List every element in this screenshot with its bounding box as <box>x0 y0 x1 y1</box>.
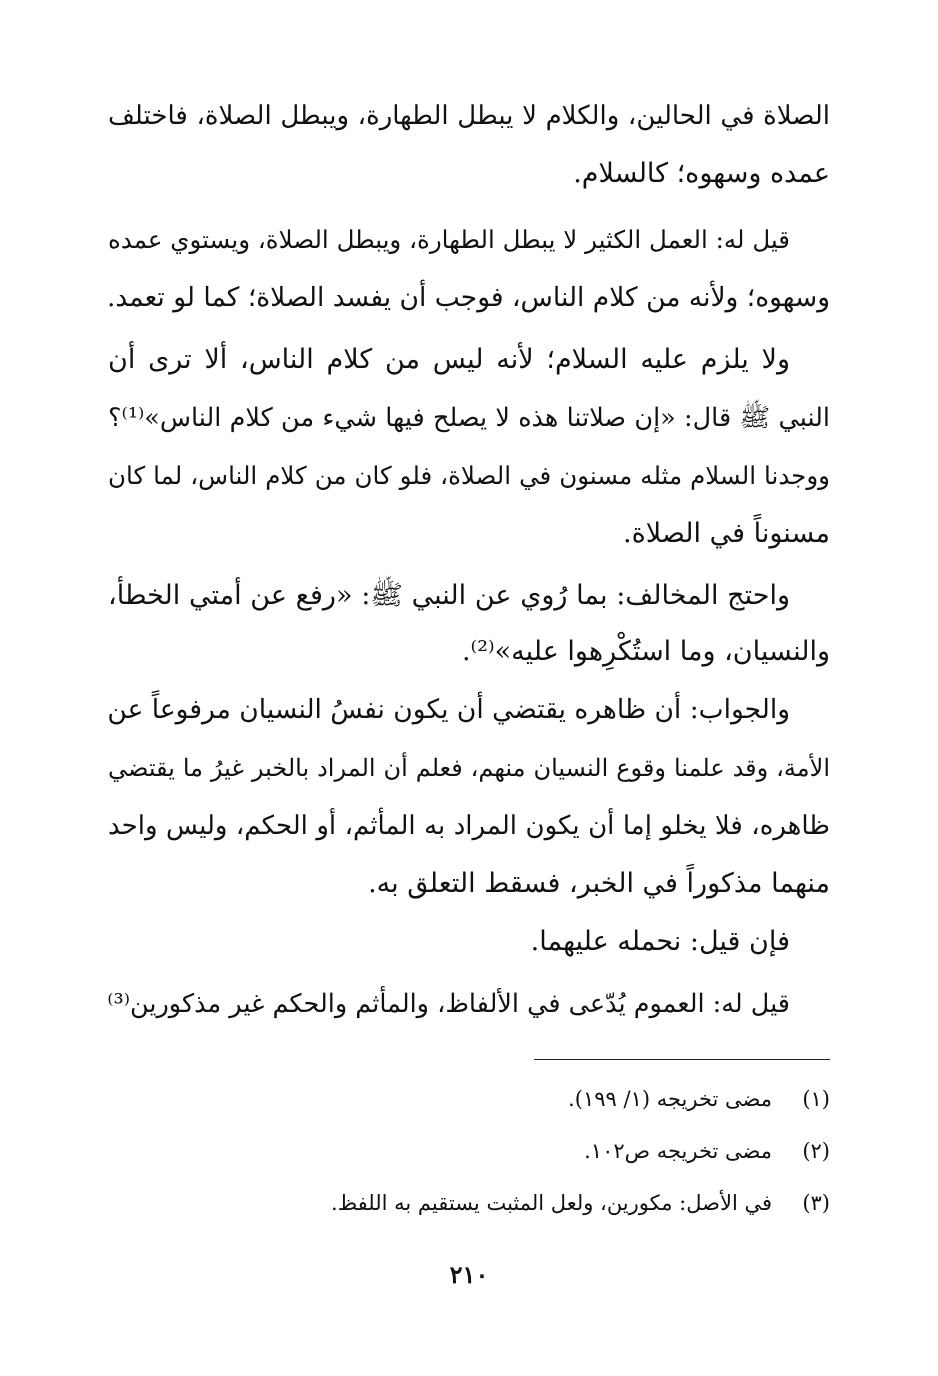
footnote-1-number: (١) <box>802 1087 830 1111</box>
body-line-11: والجواب: أن ظاهره يقتضي أن يكون نفسُ النسيان مرفوعاً عن <box>107 694 790 725</box>
body-line-7: ووجدنا السلام مثله مسنون في الصلاة، فلو كان من كلام الناس، لما كان <box>108 461 830 490</box>
body-line-12: الأمة، وقد علمنا وقوع النسيان منهم، فعلم أن المراد بالخبر غيرُ ما يقتضي <box>108 754 830 782</box>
body-line-4: وسهوه؛ ولأنه من كلام الناس، فوجب أن يفسد الصلاة؛ كما لو تعمد. <box>106 282 830 313</box>
page <box>108 0 830 1376</box>
footnote-1 <box>108 1082 830 1116</box>
body-line-14: منهما مذكوراً في الخبر، فسقط التعلق به. <box>368 868 830 899</box>
footnote-2 <box>108 1134 830 1168</box>
body-line-2: عمده وسهوه؛ كالسلام. <box>573 158 830 189</box>
footnote-3-number: (٣) <box>802 1191 830 1215</box>
body-line-15: فإن قيل: نحمله عليهما. <box>530 926 790 957</box>
body-line-3: قيل له: العمل الكثير لا يبطل الطهارة، ويبطل الصلاة، ويستوي عمده <box>108 225 790 254</box>
page-number: ٢١٠ <box>449 1260 489 1289</box>
footnote-2-text: مضى تخريجه ص١٠٢. <box>584 1139 772 1163</box>
body-line-8: مسنوناً في الصلاة. <box>623 518 830 549</box>
footnote-3 <box>108 1186 830 1220</box>
footnote-3-text: في الأصل: مكورين، ولعل المثبت يستقيم به اللفظ. <box>331 1191 772 1215</box>
body-line-9: واحتج المخالف: بما رُوي عن النبي ﷺ: «رفع عن أمتي الخطأ، <box>108 580 790 611</box>
footnote-divider <box>534 1059 830 1060</box>
body-line-5: ولا يلزم عليه السلام؛ لأنه ليس من كلام الناس، ألا ترى أن <box>108 344 790 375</box>
body-line-6: النبي ﷺ قال: «إن صلاتنا هذه لا يصلح فيها شيء من كلام الناس»⁽¹⁾؟ <box>108 403 830 433</box>
body-line-10: والنسيان، وما استُكْرِهوا عليه»⁽²⁾. <box>461 636 830 667</box>
body-line-13: ظاهره، فلا يخلو إما أن يكون المراد به المأثم، أو الحكم، وليس واحد <box>108 811 830 841</box>
body-line-1: الصلاة في الحالين، والكلام لا يبطل الطهارة، ويبطل الصلاة، فاختلف <box>108 101 830 131</box>
body-line-16: قيل له: العموم يُدّعى في الألفاظ، والمأثم والحكم غير مذكورين⁽³⁾ <box>107 989 790 1019</box>
footnote-1-text: مضى تخريجه (١/ ١٩٩). <box>568 1087 772 1111</box>
footnote-2-number: (٢) <box>802 1139 830 1163</box>
